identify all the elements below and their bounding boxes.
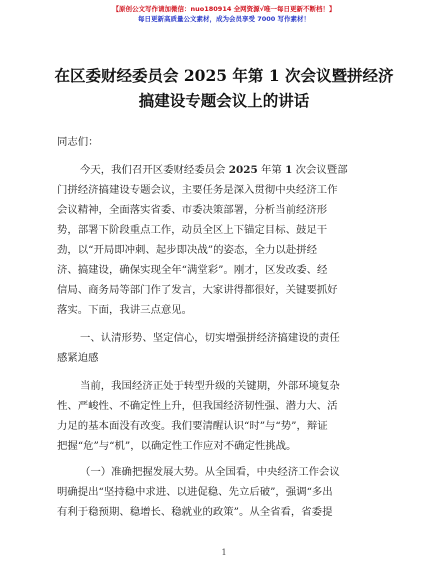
- body-line: 当前，我国经济正处于转型升级的关键期，外部环境复杂: [80, 380, 340, 392]
- body-line: 力足的基本面没有改变。我们要清醒认识“时”与“势”，辩证: [57, 420, 328, 432]
- body-line: 明确提出“坚持稳中求进、以进促稳、先立后破”，强调“多出: [57, 486, 333, 498]
- body-line: 济、搞建设，确保实现全年“满堂彩”。刚才，区发改委、经: [57, 264, 328, 276]
- body-line: 信局、商务局等部门作了发言，大家讲得都很好，关键要抓好: [57, 284, 338, 296]
- body-line: 会议精神，全面落实省委、市委决策部署，分析当前经济形: [57, 204, 328, 216]
- body-text: 今天，我们召开区委财经委员会: [80, 164, 229, 176]
- body-line: 有利于稳预期、稳增长、稳就业的政策”。从全省看，省委提: [57, 506, 333, 518]
- body-text: 次会议暨部: [292, 164, 348, 176]
- subsection-line: （一）准确把握发展大势。从全国看，中央经济工作会议: [80, 466, 340, 478]
- salutation: 同志们：: [57, 136, 99, 148]
- promo-banner-line-2: 每日更新高质量公文素材，成为会员享受 7000 写作素材！: [137, 15, 311, 23]
- body-line: 性、严峻性、不确定性上升，但我国经济韧性强、潜力大、活: [57, 400, 338, 412]
- body-text-bold: 2025: [228, 164, 258, 176]
- page-number: 1: [221, 548, 227, 557]
- promo-banner-line-1: 【原创公文写作请加微信：nuo180914 全网资源√唯一每日更新不断档！】: [112, 5, 336, 13]
- body-line: [80, 162, 348, 178]
- body-line: 把握“危”与“机”，以确定性工作应对不确定性挑战。: [57, 440, 297, 452]
- section-heading-line: 感紧迫感: [57, 352, 99, 364]
- body-line: 落实。下面，我讲三点意见。: [57, 304, 193, 316]
- body-text: 年第: [257, 164, 286, 176]
- body-line: 劲，以“开局即冲刺、起步即决战”的姿态，全力以赴拼经: [57, 244, 317, 256]
- document-title-line-2: 搞建设专题会议上的讲话: [138, 91, 310, 110]
- body-line: 势，部署下阶段重点工作，动员全区上下锚定目标、鼓足干: [57, 224, 328, 236]
- body-line: 门拼经济搞建设专题会议，主要任务是深入贯彻中央经济工作: [57, 184, 338, 196]
- body-text-bold: 1: [285, 164, 293, 176]
- document-title-line-1: 在区委财经委员会 2025 年第 1 次会议暨拼经济: [54, 66, 394, 85]
- section-heading-line: 一、认清形势、坚定信心，切实增强拼经济搞建设的责任: [80, 332, 340, 344]
